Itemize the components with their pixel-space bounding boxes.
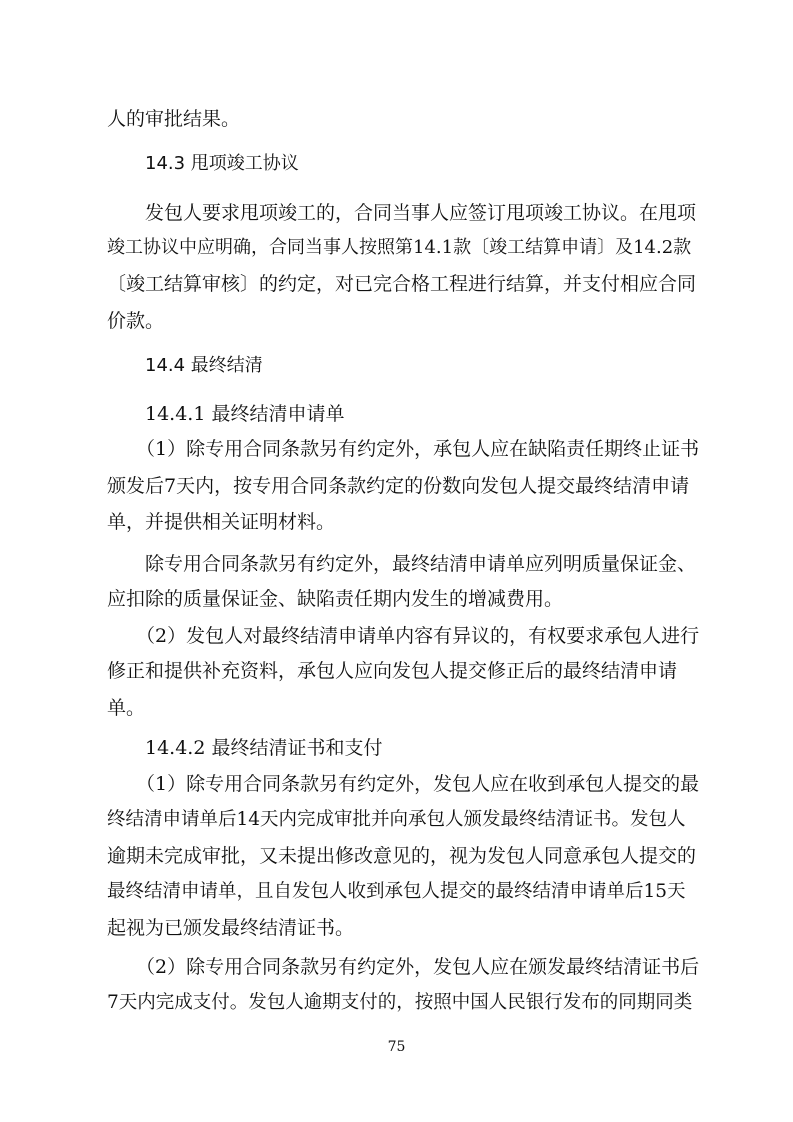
line-13: 应扣除的质量保证金、缺陷责任期内发生的增减费用。 [107, 588, 564, 610]
line-06: 价款。 [107, 310, 165, 332]
line-09: （1）除专用合同条款另有约定外，承包人应在缺陷责任期终止证书 [136, 438, 700, 460]
line-12: 除专用合同条款另有约定外，最终结清申请单应列明质量保证金、 [145, 553, 697, 575]
line-22: 起视为已颁发最终结清证书。 [107, 917, 355, 939]
line-04: 竣工协议中应明确，合同当事人按照第14.1款〔竣工结算申请〕及14.2款 [107, 237, 692, 258]
line-24: 7天内完成支付。发包人逾期支付的，按照中国人民银行发布的同期同类 [107, 992, 693, 1013]
section-heading-14-3: 14.3 甩项竣工协议 [145, 153, 299, 174]
subheading-14-4-2: 14.4.2 最终结清证书和支付 [145, 737, 383, 759]
line-10: 颁发后7天内，按专用合同条款约定的份数向发包人提交最终结清申请 [107, 475, 690, 497]
line-16: 单。 [107, 697, 146, 719]
line-21: 最终结清申请单，且自发包人收到承包人提交的最终结清申请单后15天 [107, 881, 686, 902]
line-05: 〔竣工结算审核〕的约定，对已完合格工程进行结算，并支付相应合同 [107, 273, 697, 295]
page-number: 75 [387, 1039, 406, 1055]
section-heading-14-4: 14.4 最终结清 [145, 355, 263, 376]
line-19: 终结清申请单后14天内完成审批并向承包人颁发最终结清证书。发包人 [107, 809, 686, 830]
line-23: （2）除专用合同条款另有约定外，发包人应在颁发最终结清证书后 [136, 956, 700, 978]
line-11: 单，并提供相关证明材料。 [107, 511, 336, 533]
line-03: 发包人要求甩项竣工的，合同当事人应签订甩项竣工协议。在甩项 [145, 202, 697, 224]
line-20: 逾期未完成审批，又未提出修改意见的，视为发包人同意承包人提交的 [107, 845, 697, 867]
line-01: 人的审批结果。 [107, 108, 241, 130]
subheading-14-4-1: 14.4.1 最终结清申请单 [145, 403, 345, 425]
line-18: （1）除专用合同条款另有约定外，发包人应在收到承包人提交的最 [136, 773, 700, 795]
line-15: 修正和提供补充资料，承包人应向发包人提交修正后的最终结清申请 [107, 660, 678, 682]
line-14: （2）发包人对最终结清申请单内容有异议的，有权要求承包人进行 [136, 625, 700, 647]
